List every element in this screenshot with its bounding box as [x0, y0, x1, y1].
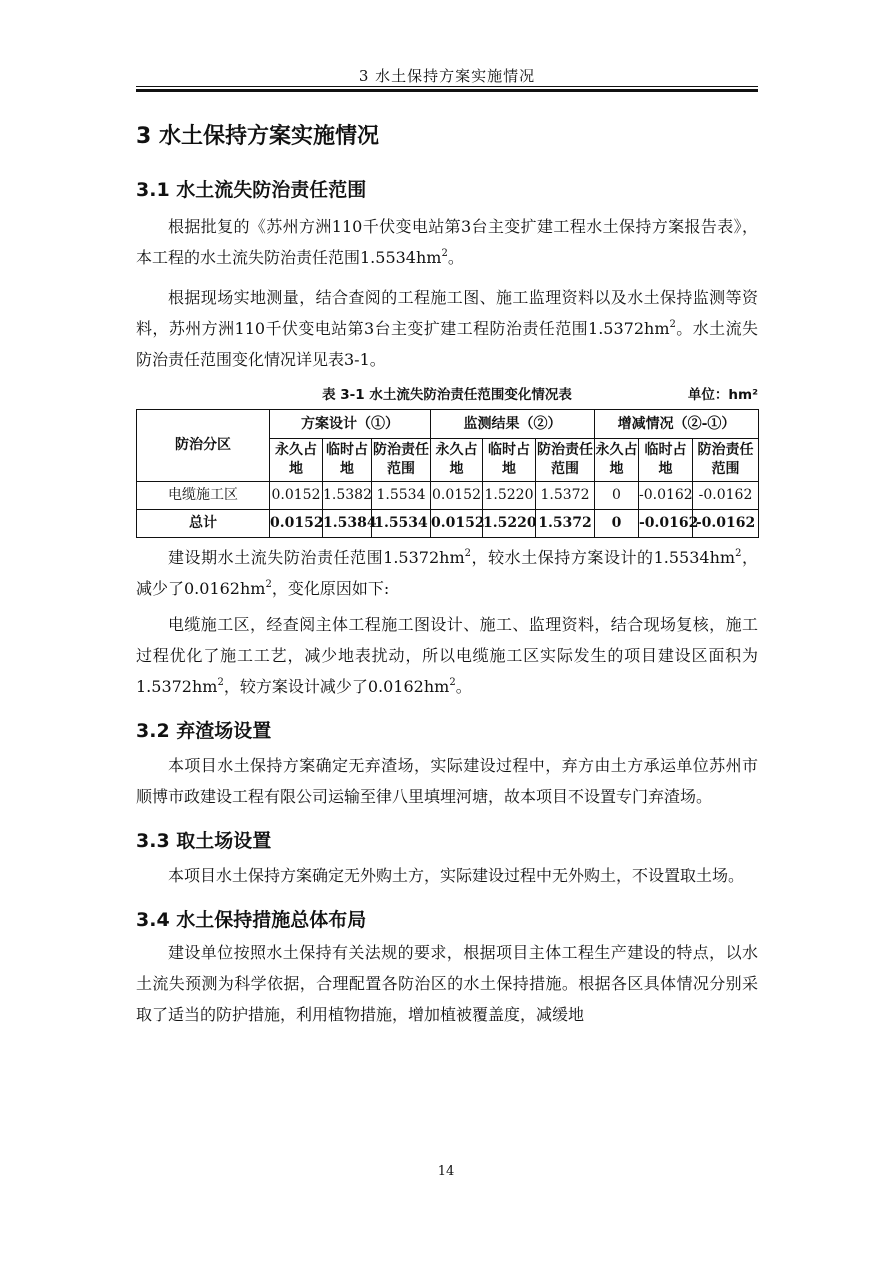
table-cell: 1.5382	[323, 482, 372, 510]
subheader-range: 防治责任范围	[536, 439, 595, 482]
subheader-range: 防治责任范围	[372, 439, 431, 482]
paragraph: 本项目水土保持方案确定无外购土方，实际建设过程中无外购土，不设置取土场。	[168, 866, 745, 885]
row-label: 总计	[137, 510, 270, 538]
subheader-temporary: 临时占地	[639, 439, 693, 482]
paragraph: 建设单位按照水土保持有关法规的要求，根据项目主体工程生产建设的特点，以水土流失预测为科学依据，合理配置各防治区的水土保持措施。根据各区具体情况分别采取了适当的防护措施，利用植物措施，增加植被覆盖度，减缓地	[136, 943, 758, 1024]
table-cell: 0.0152	[270, 510, 323, 538]
header-change: 增减情况（②-①）	[595, 410, 759, 439]
table-cell: 1.5534	[372, 482, 431, 510]
table-cell: 0.0152	[431, 510, 483, 538]
table-cell: 1.5534	[372, 510, 431, 538]
table-cell: 1.5372	[536, 510, 595, 538]
table-cell: 0	[595, 482, 639, 510]
table-cell: 1.5220	[483, 510, 536, 538]
header-monitoring-result: 监测结果（②）	[431, 410, 595, 439]
header-rule-thin	[136, 86, 758, 87]
paragraph: 根据现场实地测量，结合查阅的工程施工图、施工监理资料以及水土保持监测等资料，苏州方洲110千伏变电站第3台主变扩建工程防治责任范围$1.5372hm^2$。水土流失防治责任范围变化情况详见表3-1。	[136, 288, 758, 369]
section-heading-3-3: 3.3 取土场设置	[136, 830, 272, 852]
page-body	[136, 118, 758, 1030]
subheader-temporary: 临时占地	[483, 439, 536, 482]
chapter-title: 3 水土保持方案实施情况	[136, 124, 379, 149]
table-caption	[136, 381, 758, 409]
table-cell: 1.5220	[483, 482, 536, 510]
responsibility-range-table	[136, 409, 759, 538]
section-heading-3-1: 3.1 水土流失防治责任范围	[136, 179, 367, 201]
subheader-permanent: 永久占地	[431, 439, 483, 482]
table-row-total	[137, 510, 759, 538]
table-cell: -0.0162	[693, 482, 759, 510]
table-row	[137, 482, 759, 510]
paragraph: 电缆施工区，经查阅主体工程施工图设计、施工、监理资料，结合现场复核，施工过程优化了施工工艺，减少地表扰动，所以电缆施工区实际发生的项目建设区面积为$1.5372hm^2$，较方案设计减少了$0.0162hm^2$。	[136, 615, 758, 696]
page-number: 14	[437, 1164, 455, 1179]
table-title: 表 3-1 水土流失防治责任范围变化情况表	[322, 387, 572, 403]
table-cell: 1.5384	[323, 510, 372, 538]
subheader-temporary: 临时占地	[323, 439, 372, 482]
header-rule-thick	[136, 89, 758, 92]
table-cell: -0.0162	[693, 510, 759, 538]
table-cell: 0.0152	[431, 482, 483, 510]
header-zone: 防治分区	[137, 410, 270, 482]
table-cell: 0	[595, 510, 639, 538]
table-cell: -0.0162	[639, 482, 693, 510]
table-unit: 单位：hm²	[687, 387, 758, 403]
subheader-range: 防治责任范围	[693, 439, 759, 482]
row-label: 电缆施工区	[137, 482, 270, 510]
paragraph: 建设期水土流失防治责任范围$1.5372hm^2$，较水土保持方案设计的$1.5534hm^2$，减少了$0.0162hm^2$，变化原因如下:	[136, 548, 758, 598]
table-cell: 1.5372	[536, 482, 595, 510]
header-plan-design: 方案设计（①）	[270, 410, 431, 439]
paragraph: 本项目水土保持方案确定无弃渣场，实际建设过程中，弃方由土方承运单位苏州市顺博市政建设工程有限公司运输至律八里填埋河塘，故本项目不设置专门弃渣场。	[136, 756, 758, 806]
paragraph: 根据批复的《苏州方洲110千伏变电站第3台主变扩建工程水土保持方案报告表》，本工程的水土流失防治责任范围$1.5534hm^2$。	[136, 217, 758, 267]
section-heading-3-4: 3.4 水土保持措施总体布局	[136, 909, 367, 931]
table-cell: 0.0152	[270, 482, 323, 510]
section-heading-3-2: 3.2 弃渣场设置	[136, 720, 272, 742]
running-header: 3 水土保持方案实施情况	[358, 67, 536, 85]
subheader-permanent: 永久占地	[595, 439, 639, 482]
table-cell: -0.0162	[639, 510, 693, 538]
subheader-permanent: 永久占地	[270, 439, 323, 482]
